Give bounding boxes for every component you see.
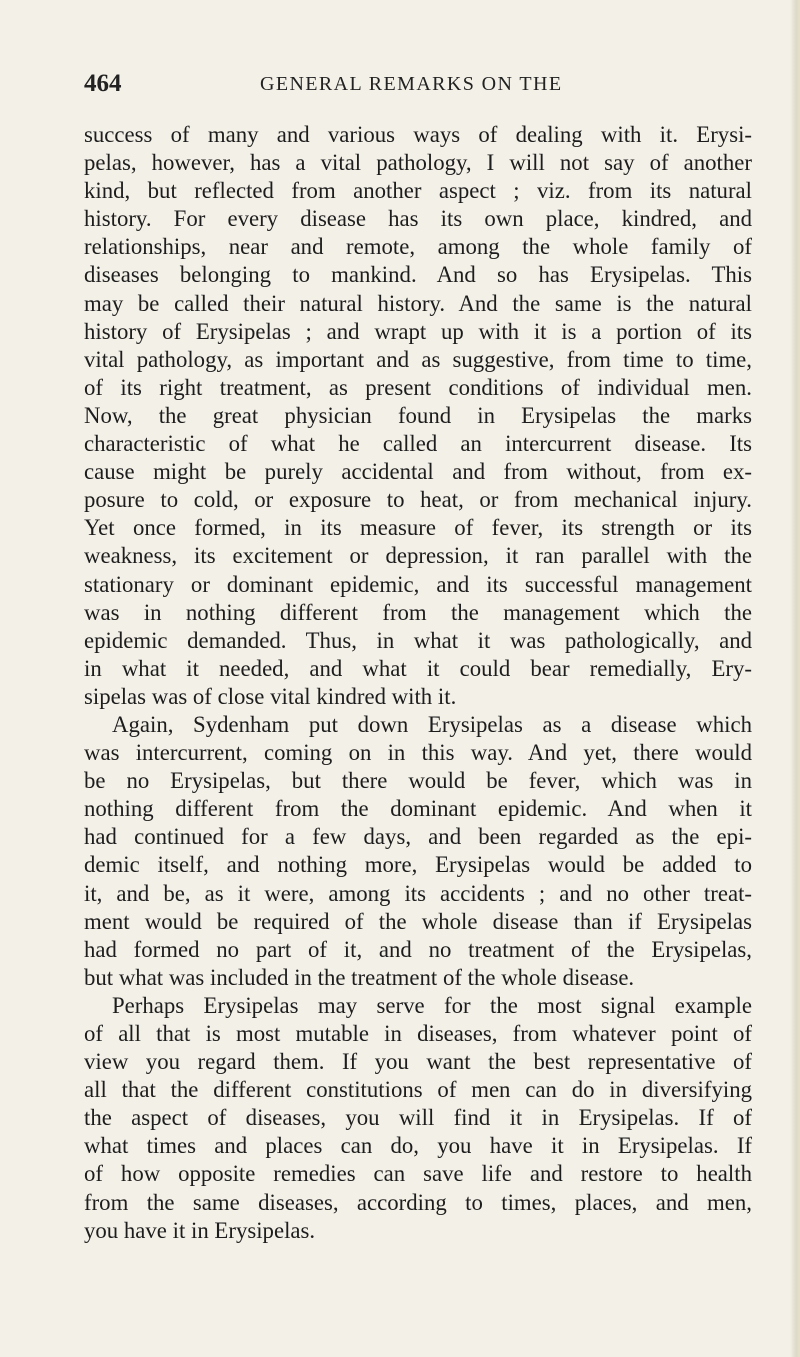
paragraph xyxy=(84,711,752,992)
running-head xyxy=(84,64,752,104)
text-line: stationary or dominant epidemic, and its successful management xyxy=(84,571,752,597)
text-line: success of many and various ways of dealing with it. Erysi- xyxy=(84,122,752,147)
running-head-title: GENERAL REMARKS ON THE xyxy=(260,73,563,95)
text-line: in what it needed, and what it could bear remedially, Ery- xyxy=(84,655,752,681)
text-line: of its right treatment, as present conditions of individual men. xyxy=(84,374,752,400)
text-line: Perhaps Erysipelas may serve for the most signal example xyxy=(112,992,752,1018)
text-line: history. For every disease has its own place, kindred, and xyxy=(84,206,752,232)
text-line: it, and be, as it were, among its accidents ; and no other treat- xyxy=(84,880,752,906)
text-line: cause might be purely accidental and from without, from ex- xyxy=(84,459,752,485)
text-line: relationships, near and remote, among the whole family of xyxy=(84,234,752,260)
body-text xyxy=(84,121,752,1245)
page-edge xyxy=(790,0,800,1357)
text-line: demic itself, and nothing more, Erysipelas would be added to xyxy=(84,852,752,878)
text-line: of how opposite remedies can save life and restore to health xyxy=(84,1161,752,1187)
text-line: had formed no part of it, and no treatment of the Erysipelas, xyxy=(84,936,752,962)
text-line: the aspect of diseases, you will find it in Erysipelas. If of xyxy=(84,1105,752,1131)
text-line: vital pathology, as important and as suggestive, from time to time, xyxy=(84,346,752,372)
text-line: diseases belonging to mankind. And so has Erysipelas. This xyxy=(84,262,752,288)
paragraph xyxy=(84,121,752,711)
text-line: Again, Sydenham put down Erysipelas as a disease which xyxy=(112,711,752,737)
text-line: you have it in Erysipelas. xyxy=(84,1217,316,1243)
text-line: of all that is most mutable in diseases, from whatever point of xyxy=(84,1021,752,1046)
paragraph xyxy=(84,992,752,1245)
text-line: had continued for a few days, and been regarded as the epi- xyxy=(84,824,752,850)
text-line: posure to cold, or exposure to heat, or from mechanical injury. xyxy=(84,487,752,513)
text-line: nothing different from the dominant epidemic. And when it xyxy=(84,796,752,822)
text-line: was in nothing different from the management which the xyxy=(84,599,752,625)
text-line: what times and places can do, you have it in Erysipelas. If xyxy=(84,1133,752,1159)
text-line: Now, the great physician found in Erysipelas the marks xyxy=(84,402,752,428)
text-line: epidemic demanded. Thus, in what it was pathologically, and xyxy=(84,627,752,653)
text-line: characteristic of what he called an intercurrent disease. Its xyxy=(84,431,752,457)
text-line: may be called their natural history. And the same is the natural xyxy=(84,290,752,316)
text-line: be no Erysipelas, but there would be fever, which was in xyxy=(84,768,752,794)
page-number: 464 xyxy=(84,70,122,97)
text-line: kind, but reflected from another aspect ; viz. from its natural xyxy=(84,178,752,204)
text-line: all that the different constitutions of men can do in diversifying xyxy=(84,1077,752,1103)
text-line: view you regard them. If you want the best representative of xyxy=(84,1049,752,1075)
text-line: was intercurrent, coming on in this way. And yet, there would xyxy=(84,740,752,766)
text-line: history of Erysipelas ; and wrapt up with it is a portion of its xyxy=(84,318,752,344)
text-line: from the same diseases, according to times, places, and men, xyxy=(84,1189,752,1215)
text-line: sipelas was of close vital kindred with it. xyxy=(84,683,457,709)
text-line: Yet once formed, in its measure of fever, its strength or its xyxy=(84,515,752,541)
text-line: pelas, however, has a vital pathology, I will not say of another xyxy=(84,150,752,176)
text-line: but what was included in the treatment of the whole disease. xyxy=(84,964,635,990)
text-line: weakness, its excitement or depression, it ran parallel with the xyxy=(84,543,752,569)
text-line: ment would be required of the whole disease than if Erysipelas xyxy=(84,908,752,934)
